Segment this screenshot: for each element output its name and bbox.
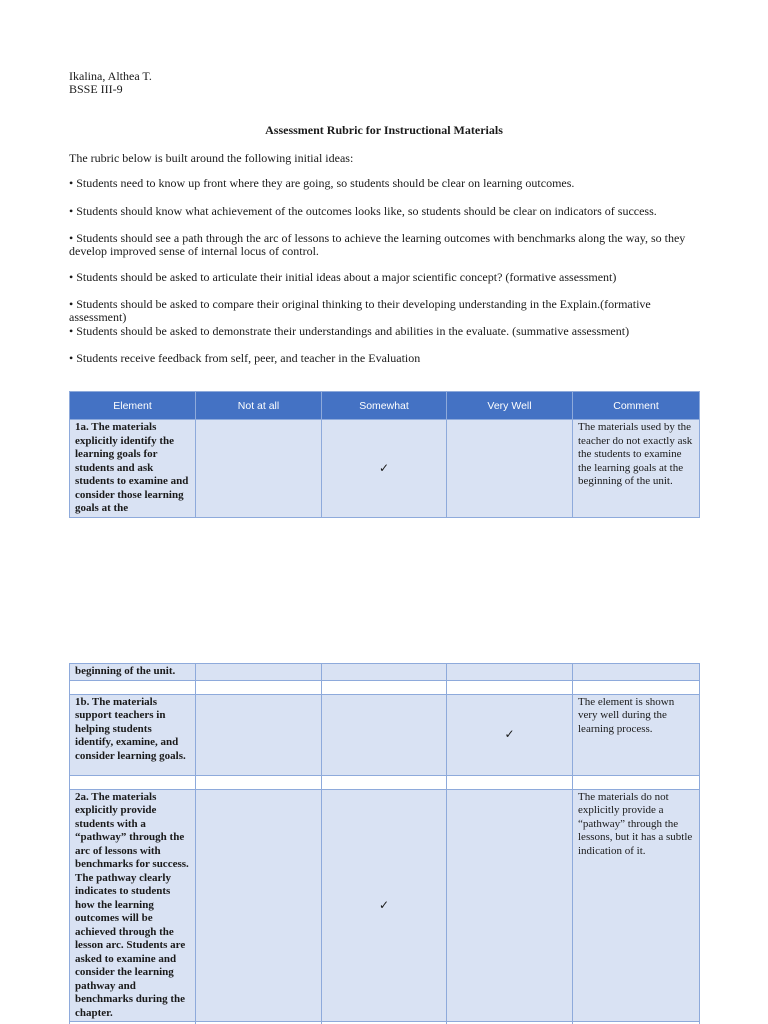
student-info bbox=[69, 70, 152, 96]
very-well-check-cell: ✓ bbox=[447, 694, 573, 775]
element-cell: 1a. The materials explicitly identify the learning goals for students and ask students to examine and consider those learning goals at the bbox=[70, 420, 196, 518]
very-well-cell bbox=[447, 664, 573, 681]
bullet-item: • Students receive feedback from self, peer, and teacher in the Evaluation bbox=[69, 351, 421, 365]
bullet-item: • Students need to know up front where they are going, so students should be clear on learning outcomes. bbox=[69, 176, 575, 190]
somewhat-check-cell: ✓ bbox=[322, 420, 447, 518]
rubric-table-part2 bbox=[69, 663, 700, 1024]
spacer-row bbox=[70, 775, 700, 789]
header-not-at-all: Not at all bbox=[196, 392, 322, 420]
element-cell: beginning of the unit. bbox=[70, 664, 196, 681]
very-well-cell bbox=[447, 789, 573, 1022]
somewhat-cell bbox=[322, 664, 447, 681]
rubric-table-part1 bbox=[69, 391, 700, 518]
student-section: BSSE III-9 bbox=[69, 82, 123, 96]
comment-cell bbox=[573, 664, 700, 681]
table-row bbox=[70, 420, 700, 518]
intro-text: The rubric below is built around the following initial ideas: bbox=[69, 151, 354, 165]
header-somewhat: Somewhat bbox=[322, 392, 447, 420]
table-row bbox=[70, 789, 700, 1022]
bullet-item: • Students should see a path through the arc of lessons to achieve the learning outcomes with benchmarks along the way, so they develop improved sense of internal locus of control. bbox=[69, 231, 686, 258]
header-comment: Comment bbox=[573, 392, 700, 420]
header-very-well: Very Well bbox=[447, 392, 573, 420]
document-title: Assessment Rubric for Instructional Materials bbox=[265, 123, 503, 137]
not-at-all-cell bbox=[196, 420, 322, 518]
not-at-all-cell bbox=[196, 789, 322, 1022]
spacer-row bbox=[70, 680, 700, 694]
table-header-row bbox=[70, 392, 700, 420]
table-row bbox=[70, 664, 700, 681]
comment-cell: The materials do not explicitly provide a “pathway” through the lessons, but it has a subtle indication of it. bbox=[573, 789, 700, 1022]
comment-cell: The element is shown very well during the learning process. bbox=[573, 694, 700, 775]
somewhat-cell bbox=[322, 694, 447, 775]
bullet-item: • Students should know what achievement of the outcomes looks like, so students should be clear on indicators of success. bbox=[69, 204, 657, 218]
bullet-item: • Students should be asked to articulate their initial ideas about a major scientific concept? (formative assessment) bbox=[69, 270, 617, 284]
bullet-item: • Students should be asked to demonstrate their understandings and abilities in the evaluate. (summative assessment) bbox=[69, 324, 630, 338]
not-at-all-cell bbox=[196, 694, 322, 775]
somewhat-check-cell: ✓ bbox=[322, 789, 447, 1022]
very-well-cell bbox=[447, 420, 573, 518]
comment-cell: The materials used by the teacher do not exactly ask the students to examine the learning goals at the beginning of the unit. bbox=[573, 420, 700, 518]
header-element: Element bbox=[70, 392, 196, 420]
table-row bbox=[70, 694, 700, 775]
student-name: Ikalina, Althea T. bbox=[69, 69, 152, 83]
not-at-all-cell bbox=[196, 664, 322, 681]
bullet-item: • Students should be asked to compare their original thinking to their developing understanding in the Explain.(formative assessment) bbox=[69, 297, 651, 324]
element-cell: 2a. The materials explicitly provide students with a “pathway” through the arc of lessons with benchmarks for success. The pathway clearly indicates to students how the learning outcomes will be achieved through the lesson arc. Students are asked to examine and consider the learning pathway and benchmarks during the chapter. bbox=[70, 789, 196, 1022]
element-cell: 1b. The materials support teachers in helping students identify, examine, and consider learning goals. bbox=[70, 694, 196, 775]
